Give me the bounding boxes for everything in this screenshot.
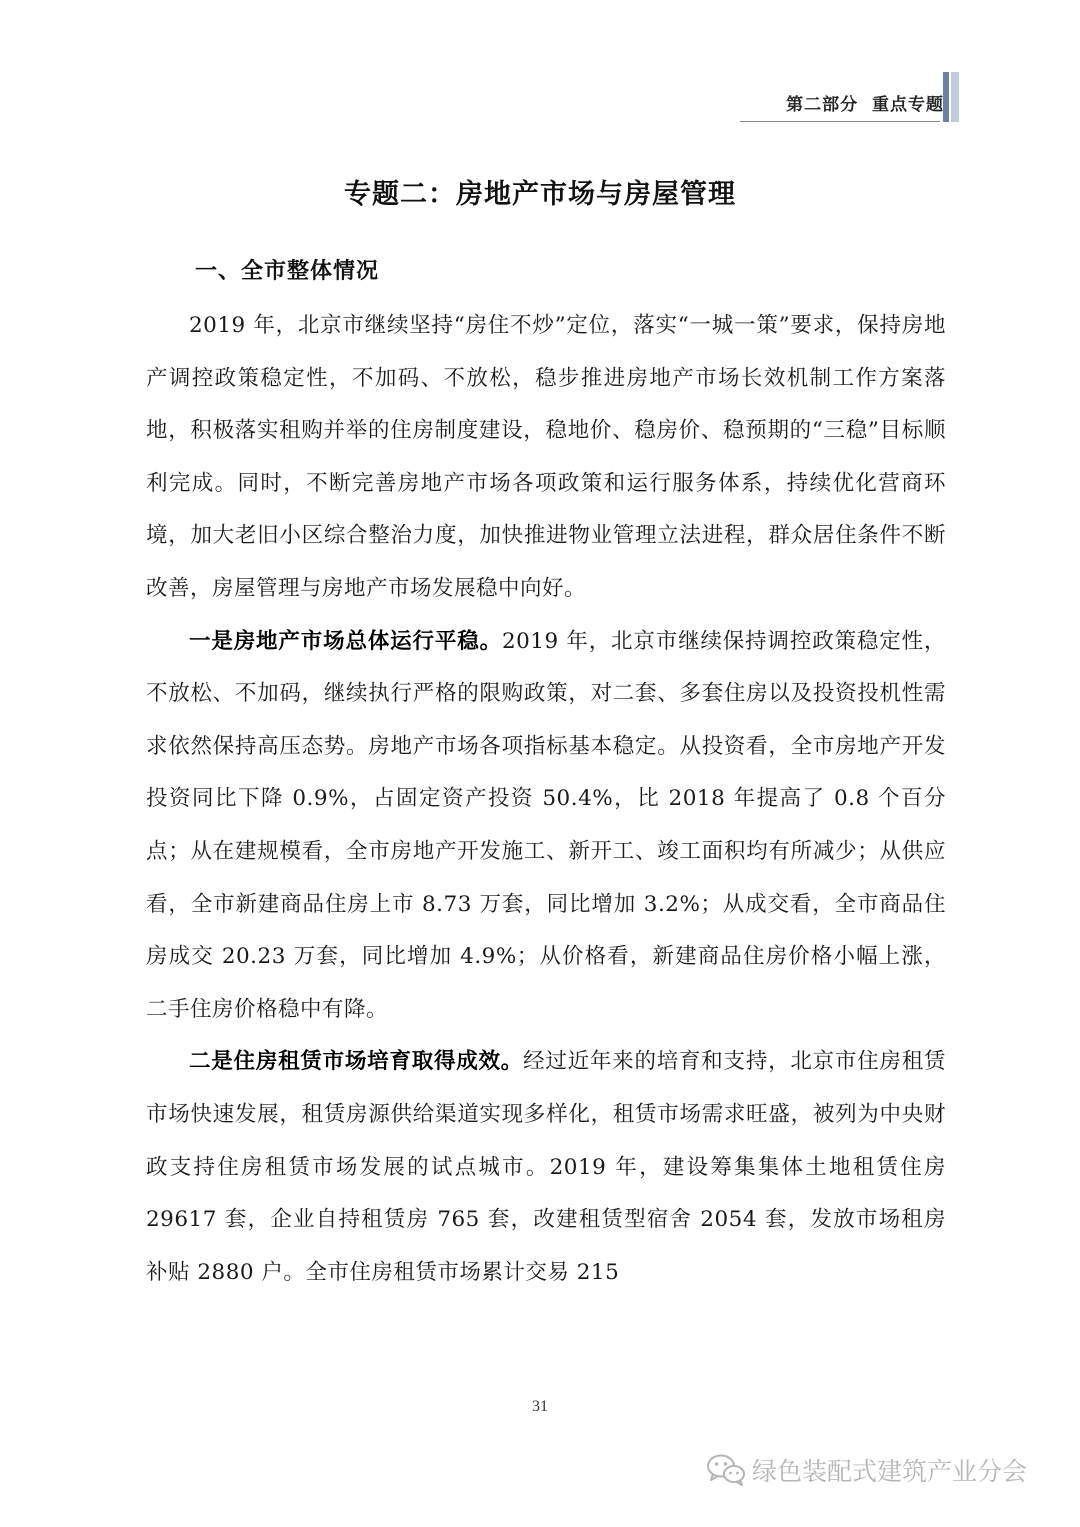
paragraph-lead: 一是房地产市场总体运行平稳。 <box>189 628 502 654</box>
header-topic: 重点专题 <box>872 95 944 115</box>
paragraph-market-stable <box>146 616 946 1037</box>
page-title: 专题二：房地产市场与房屋管理 <box>344 179 736 210</box>
header-part: 第二部分 <box>786 95 859 115</box>
paragraph-lead: 二是住房租赁市场培育取得成效。 <box>189 1049 524 1075</box>
page-number: 31 <box>532 1398 548 1415</box>
wechat-icon <box>706 1453 746 1487</box>
body-text <box>146 300 946 1299</box>
watermark <box>706 1452 1027 1488</box>
header-accent-bar-light <box>951 72 959 122</box>
paragraph-rental-market <box>146 1036 946 1299</box>
paragraph-body: 经过近年来的培育和支持，北京市住房租赁市场快速发展，租赁房源供给渠道实现多样化，租赁市场需求旺盛，被列为中央财政支持住房租赁市场发展的试点城市。2019 年，建设筹集集体土地租赁住房 29617 套，企业自持租赁房 765 套，改建租赁型宿舍 2054 套，发放市场租房补贴 2880 户。全市住房租赁市场累计交易 215 <box>146 1049 946 1285</box>
paragraph-overview: 2019 年，北京市继续坚持“房住不炒”定位，落实“一城一策”要求，保持房地产调控政策稳定性，不加码、不放松，稳步推进房地产市场长效机制工作方案落地，积极落实租购并举的住房制度建设，稳地价、稳房价、稳预期的“三稳”目标顺利完成。同时，不断完善房地产市场各项政策和运行服务体系，持续优化营商环境，加大老旧小区综合整治力度，加快推进物业管理立法进程，群众居住条件不断改善，房屋管理与房地产市场发展稳中向好。 <box>146 313 946 601</box>
running-header <box>786 90 944 115</box>
paragraph-body: 2019 年，北京市继续保持调控政策稳定性，不放松、不加码，继续执行严格的限购政策，对二套、多套住房以及投资投机性需求依然保持高压态势。房地产市场各项指标基本稳定。从投资看，全市房地产开发投资同比下降 0.9%，占固定资产投资 50.4%，比 2018 年提高了 0.8 个百分点；从在建规模看，全市房地产开发施工、新开工、竣工面积均有所减少；从供应看，全市新建商品住房上市 8.73 万套，同比增加 3.2%；从成交看，全市商品住房成交 20.23 万套，同比增加 4.9%；从价格看，新建商品住房价格小幅上涨，二手住房价格稳中有降。 <box>146 628 946 1022</box>
header-rule <box>740 121 940 122</box>
section-heading: 一、全市整体情况 <box>195 259 380 284</box>
watermark-text: 绿色装配式建筑产业分会 <box>752 1457 1028 1486</box>
